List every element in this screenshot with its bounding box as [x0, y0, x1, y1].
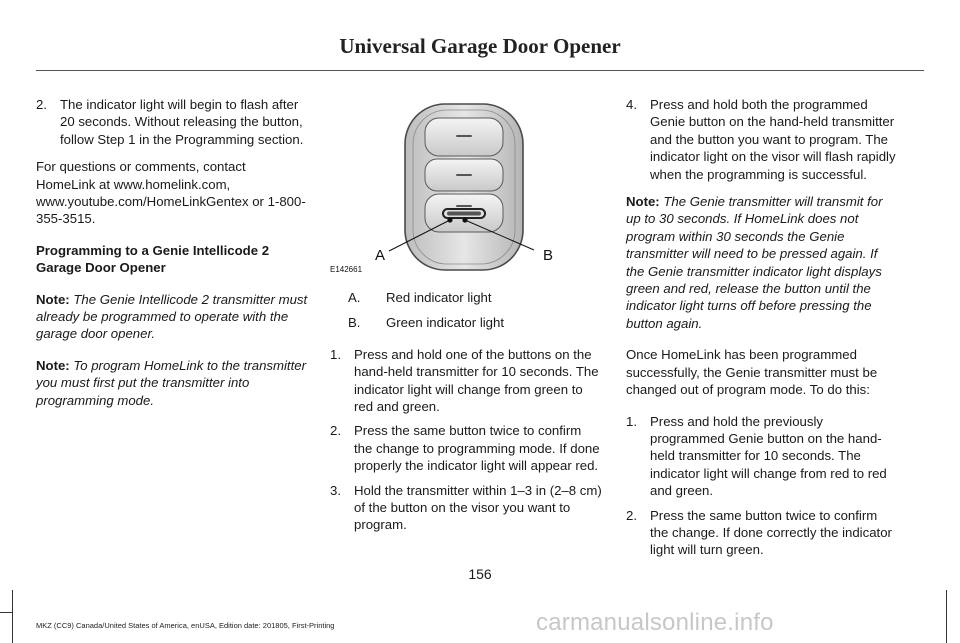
column-right: [626, 96, 898, 566]
transmitter-figure: [330, 100, 590, 278]
step-item: [626, 507, 898, 559]
crop-mark: [12, 590, 13, 643]
step-text: Press and hold one of the buttons on the hand-held transmitter for 10 seconds. The indicator light will change from green to red and green.: [354, 346, 599, 415]
edition-info: MKZ (CC9) Canada/United States of America, enUSA, Edition date: 201805, First-Printing: [36, 621, 335, 630]
step-number: 2.: [330, 423, 341, 439]
legend-text: Green indicator light: [386, 315, 505, 331]
column-left: [36, 96, 308, 423]
legend-item: [330, 314, 602, 331]
step-text: Press and hold the previously programmed Genie button on the hand-held transmitter for 10 seconds. The indicator light will change from red to red and green.: [650, 413, 887, 499]
note-text: To program HomeLink to the transmitter you must first put the transmitter into programming mode.: [36, 357, 306, 408]
note-text: The Genie Intellicode 2 transmitter must already be programmed to operate with the garage door opener.: [36, 291, 308, 342]
transmitter-illustration-icon: [330, 100, 590, 278]
note-label: Note:: [36, 357, 70, 373]
step-item: [330, 346, 602, 416]
column-middle: [330, 289, 602, 541]
step-text: Press the same button twice to confirm the change to programming mode. If done properly the indicator light will appear red.: [354, 423, 600, 474]
label-b: B: [543, 247, 554, 264]
step-text: Press and hold both the programmed Genie button on the hand-held transmitter and the button you want to program. The indicator light on the visor will flash rapidly when the programming is successful.: [650, 97, 896, 182]
legend-text: Red indicator light: [386, 290, 492, 305]
legend-key: A.: [348, 290, 361, 305]
step-item: [626, 413, 898, 500]
page-number: 156: [468, 566, 492, 582]
note-text: The Genie transmitter will transmit for up to 30 seconds. If HomeLink does not program within 30 seconds the Genie transmitter will need to be pressed again. If the Genie transmitter indicator light displays green and red, release the button until the indicator light turns off before pressing the button again.: [626, 194, 883, 331]
body-paragraph: Once HomeLink has been programmed successfully, the Genie transmitter must be changed out of program mode. To do this:: [626, 347, 878, 398]
crop-mark: [946, 590, 947, 643]
step-number: 1.: [626, 413, 637, 429]
figure-code: E142661: [330, 265, 363, 274]
note-label: Note:: [36, 291, 70, 307]
note-label: Note:: [626, 194, 660, 210]
step-text: Hold the transmitter within 1–3 in (2–8 cm) of the button on the visor you want to program.: [354, 482, 602, 533]
label-a: A: [375, 247, 386, 264]
crop-mark: [0, 612, 12, 613]
step-item: [36, 96, 308, 148]
step-number: 3.: [330, 482, 341, 498]
contact-paragraph: For questions or comments, contact HomeLink at www.homelink.com, www.youtube.com/HomeLinkGentex or 1-800-355-3515.: [36, 159, 306, 227]
step-text: Press the same button twice to confirm the change. If done correctly the indicator light will turn green.: [650, 507, 892, 558]
step-number: 4.: [626, 97, 637, 112]
legend-item: [330, 289, 602, 306]
step-item: [330, 422, 602, 474]
section-heading: Programming to a Genie Intellicode 2 Garage Door Opener: [36, 242, 270, 276]
page-title: Universal Garage Door Opener: [339, 34, 621, 58]
step-item: [330, 482, 602, 534]
note-paragraph: [36, 291, 308, 343]
step-item: [626, 96, 898, 183]
step-number: 1.: [330, 346, 341, 362]
note-paragraph: [626, 193, 898, 332]
note-paragraph: [36, 357, 308, 409]
title-rule: [36, 70, 924, 71]
step-number: 2.: [36, 97, 47, 112]
step-text: The indicator light will begin to flash after 20 seconds. Without releasing the button, follow Step 1 in the Programming section.: [60, 97, 304, 147]
step-number: 2.: [626, 507, 637, 523]
legend-key: B.: [348, 315, 361, 331]
watermark: carmanualsonline.info: [536, 609, 774, 636]
